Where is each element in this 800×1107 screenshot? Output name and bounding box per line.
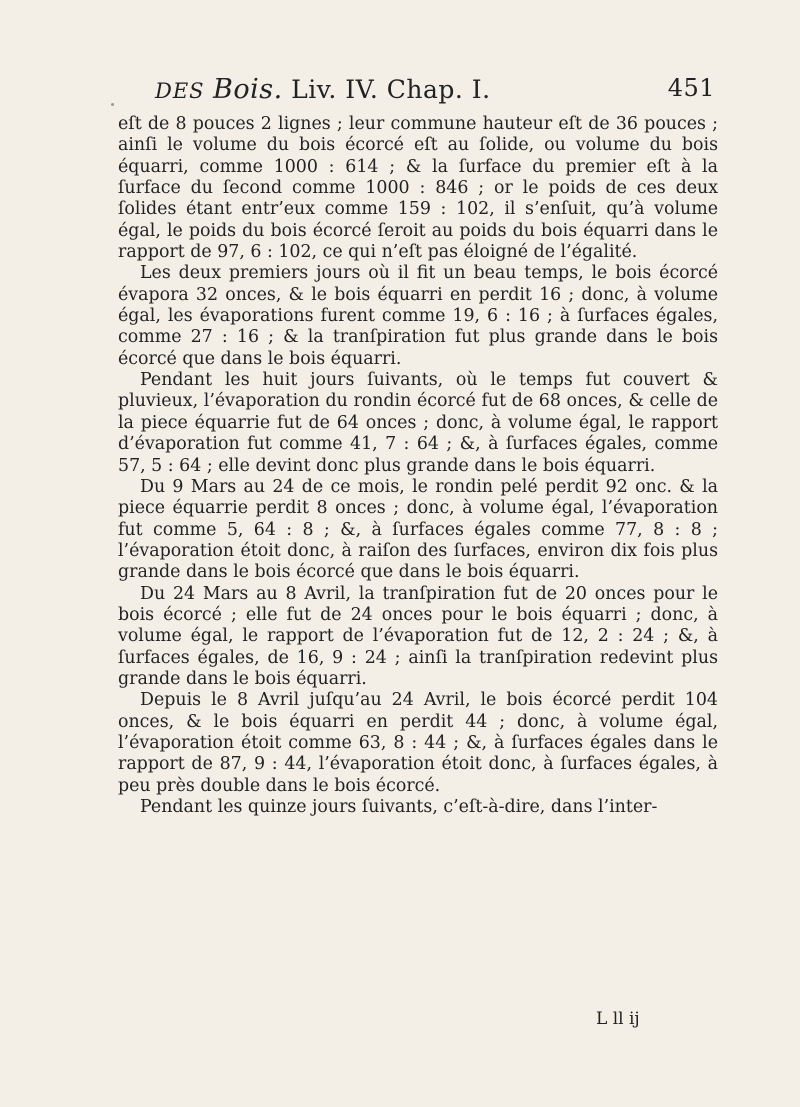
paragraph-5: Du 24 Mars au 8 Avril, la tranſpiration fut de 20 onces pour le bois écorcé ; elle fut de 24 onces pour le bois équarri ; donc, à volume égal, le rapport de l’évaporation fut de 12, 2 : 24 ; &, à ſurfaces égales, de 16, 9 : 24 ; ainſi la tranſpiration redevint plus grande dans le bois équarri. — [118, 583, 718, 689]
paragraph-7: Pendant les quinze jours ſuivants, c’eſt-à-dire, dans l’inter- — [140, 797, 658, 817]
page-number: 451 — [667, 74, 715, 102]
paragraph-1: eſt de 8 pouces 2 lignes ; leur commune hauteur eſt de 36 pouces ; ainſi le volume du bois écorcé eſt au ſolide, ou volume du bois équarri, comme 1000 : 614 ; & la ſurface du premier eſt à la ſurface du ſecond comme 1000 : 846 ; or le poids de ces deux ſolides étant entr’eux comme 159 : 102, il s’enſuit, qu’à volume égal, le poids du bois écorcé ſeroit au poids du bois équarri dans le rapport de 97, 6 : 102, ce qui n’eſt pas éloigné de l’égalité. — [118, 114, 718, 263]
running-title-des: DES — [155, 79, 205, 103]
running-title — [155, 74, 491, 105]
paragraph-6: Depuis le 8 Avril juſqu’au 24 Avril, le bois écorcé perdit 104 onces, & le bois équarri en perdit 44 ; donc, à volume égal, l’évaporation étoit comme 63, 8 : 44 ; &, à ſurfaces égales dans le rapport de 87, 9 : 44, l’évaporation étoit donc, à ſurfaces égales, à peu près double dans le bois écorcé. — [118, 690, 718, 796]
running-head — [155, 74, 715, 114]
paragraph-3: Pendant les huit jours ſuivants, où le temps fut couvert & pluvieux, l’évaporation du rondin écorcé fut de 68 onces, & celle de la piece équarrie fut de 64 onces ; donc, à volume égal, le rapport d’évaporation fut comme 41, 7 : 64 ; &, à ſurfaces égales, comme 57, 5 : 64 ; elle devint donc plus grande dans le bois équarri. — [118, 370, 718, 476]
running-title-chapter: Liv. IV. Chap. I. — [291, 75, 491, 104]
paragraph-2: Les deux premiers jours où il fit un beau temps, le bois écorcé évapora 32 onces, & le bois équarri en perdit 16 ; donc, à volume égal, les évaporations furent comme 19, 6 : 16 ; à ſurfaces égales, comme 27 : 16 ; & la tranſpiration fut plus grande dans le bois écorcé que dans le bois équarri. — [118, 263, 718, 369]
body-text — [118, 114, 718, 818]
running-title-bois: Bois. — [213, 74, 283, 105]
signature-mark: L ll ij — [596, 1009, 640, 1029]
ink-speck — [111, 103, 114, 106]
paragraph-4: Du 9 Mars au 24 de ce mois, le rondin pelé perdit 92 onc. & la piece équarrie perdit 8 onces ; donc, à volume égal, l’évaporation fut comme 5, 64 : 8 ; &, à ſurfaces égales comme 77, 8 : 8 ; l’évaporation étoit donc, à raiſon des ſurfaces, environ dix fois plus grande dans le bois écorcé que dans le bois équarri. — [118, 476, 718, 583]
